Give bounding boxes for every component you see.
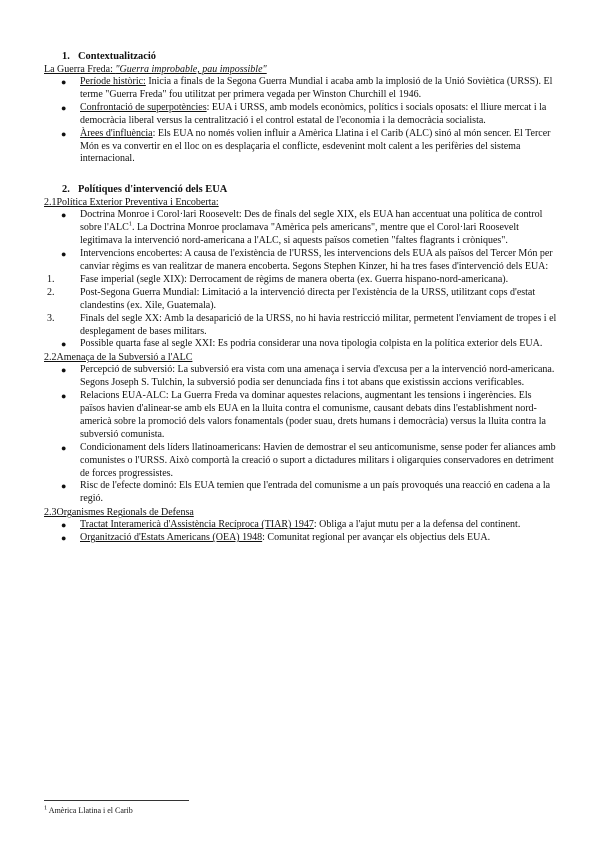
document-page: [44, 50, 558, 545]
section-1-heading: 1. Contextualització: [62, 51, 156, 62]
section-2-heading: 2. Polítiques d'intervenció dels EUA: [62, 184, 228, 196]
list-item: ● Condicionament dels líders llatinoamericans: Havien de demostrar el seu anticomunisme, sense poder fer aliances amb comunistes o l'URSS. Això comportà la creació o suport a dictadures militars i oligarquies conservadores en detriment de forces progressistes.: [61, 441, 556, 479]
list-item: ● Risc de l'efecte dominó: Els EUA temien que l'entrada del comunisme a un país provoqués una reacció en cadena a la regió.: [61, 480, 551, 505]
footnote-ref[interactable]: 1: [128, 220, 132, 228]
list-item: ● Relacions EUA-ALC: La Guerra Freda va dominar aquestes relacions, augmentant les tensions i ingerències. Els països havien d'alinear-se amb els EUA en la lluita contra el comunisme, causant debats dins l'establishment nord-americà sobre la promoció dels valors fonamentals (poder suau, drets humans i democràcia) versus la lluita contra la subversió comunista.: [61, 390, 546, 440]
phase-item: 3. Finals del segle XX: Amb la desaparició de la URSS, no hi havia restricció militar, permetent l'enviament de tropes i el desplegament de bases militars.: [47, 312, 557, 337]
list-item: ● Confrontació de superpotències: EUA i URSS, amb models econòmics, polítics i socials oposats: el lliure mercat i la democràcia liberal versus la centralització i el control estatal de l'economia i la democràcia socialista.: [61, 101, 547, 126]
list-item: ● Doctrina Monroe i Corol·lari Roosevelt: Des de finals del segle XIX, els EUA han accentuat una política de control sobre l'ALC$^1$. La Doctrina Monroe proclamava "Amèrica pels americans", mentre que el Corol·lari Roosevelt legitimava la intervenció nord-americana a l'ALC, si aquests països cometien "faltes flagrants i cròniques".: [61, 209, 543, 247]
intervention-phases: [44, 274, 558, 339]
list-item: ● Període històric: Inicia a finals de la Segona Guerra Mundial i acaba amb la implosió de la Unió Soviètica (URSS). El terme "Guerra Freda" fou utilitzat per primera vegada per Winston Churchill el 1946.: [61, 76, 553, 100]
list-item: ● Intervencions encobertes: A causa de l'existència de l'URSS, les intervencions dels EUA als països del Tercer Món per canviar règims es van realitzar de manera encoberta. Segons Stephen Kinzer, hi ha tres fases d'intervenció dels EUA:: [61, 248, 553, 272]
phase-item: 1. Fase imperial (segle XIX): Derrocament de règims de manera oberta (ex. Guerra hispano-nord-americana).: [47, 273, 509, 285]
subsection-2-3-list: [44, 519, 558, 545]
subsection-2-2-list: [44, 364, 558, 506]
context-list: [44, 76, 558, 166]
list-item: ● Possible quarta fase al segle XXI: Es podria considerar una nova tipologia colpista en la política exterior dels EUA.: [61, 338, 543, 350]
list-item: ● Àrees d'influència: Els EUA no només volien influir a Amèrica Llatina i el Carib (ALC) sinó al món sencer. El Tercer Món es va convertir en el lloc on es desplaçaria el conflicte, esdevenint molt calent a les perifèries del sistema internacional.: [61, 127, 551, 165]
cold-war-subtitle: La Guerra Freda: "Guerra improbable, pau impossible": [44, 64, 267, 75]
subsection-2-1-heading: 2.1Política Exterior Preventiva i Encoberta:: [44, 197, 219, 209]
list-item: ● Percepció de subversió: La subversió era vista com una amenaça i servia d'excusa per a la intervenció nord-americana. Segons Joseph S. Tulchin, la subversió podia ser denunciada fins i tot abans que existissin accions verificables.: [61, 364, 555, 389]
subsection-2-3-heading: 2.3Organismes Regionals de Defensa: [44, 507, 194, 519]
footnote: $^1$ Amèrica Llatina i el Carib: [44, 804, 133, 815]
list-item: ● Tractat Interamericà d'Assistència Recíproca (TIAR) 1947: Obliga a l'ajut mutu per a la defensa del continent.: [61, 519, 521, 531]
phase-item: 2. Post-Segona Guerra Mundial: Limitació a la intervenció directa per l'existència de la URSS, utilitzant cops d'estat clandestins (ex. Xile, Guatemala).: [47, 286, 536, 311]
list-item: ● Organització d'Estats Americans (OEA) 1948: Comunitat regional per avançar els objectius dels EUA.: [61, 532, 491, 544]
subsection-2-1-list: [44, 209, 558, 274]
subsection-2-2-heading: 2.2Amenaça de la Subversió a l'ALC: [44, 352, 193, 364]
footnote-divider: [44, 800, 189, 801]
